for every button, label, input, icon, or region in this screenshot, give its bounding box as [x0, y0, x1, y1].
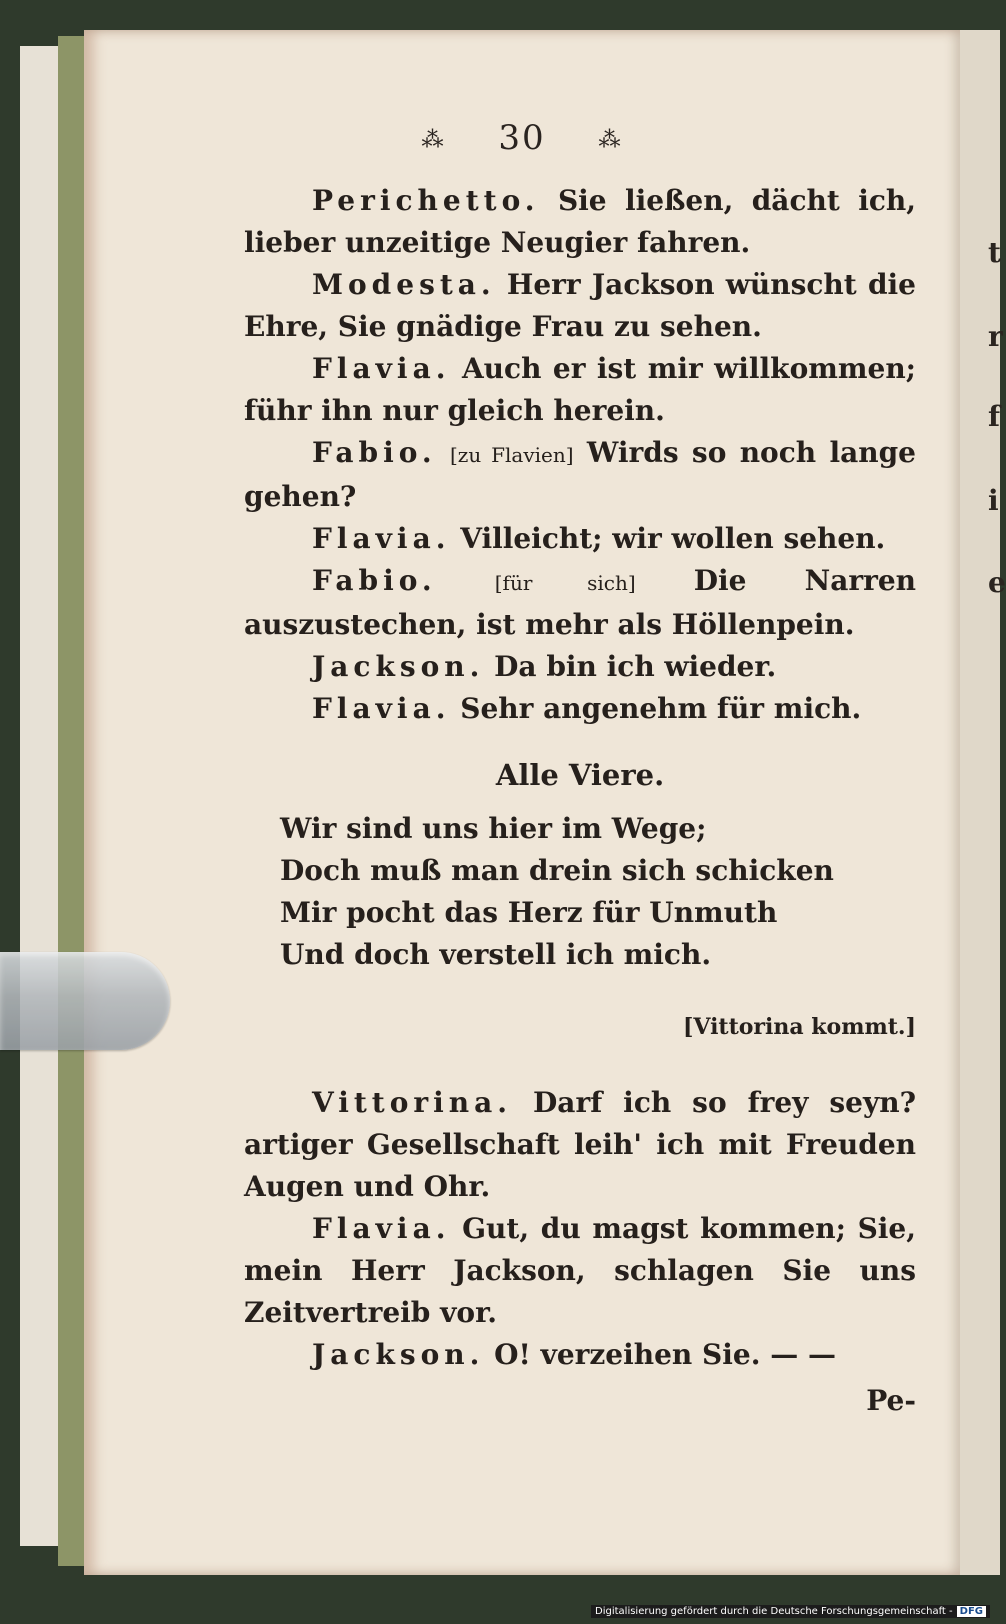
page-number: 30 — [498, 118, 546, 158]
dialogue-line — [244, 1334, 916, 1376]
speaker: Vittorina. — [312, 1086, 513, 1119]
dialogue-line — [244, 1208, 916, 1334]
speaker: Fabio. — [312, 436, 437, 469]
dialogue-line — [244, 264, 916, 348]
line-text: Sie ließen, dächt ich, lieber unzeitige Neugier fahren. — [244, 184, 916, 259]
footer-text: Digitalisierung gefördert durch die Deutsche Forschungsgemeinschaft - — [595, 1606, 953, 1617]
line-text: Herr Jackson wünscht die Ehre, Sie gnädige Frau zu sehen. — [244, 268, 916, 343]
line-text: Auch er ist mir willkommen; führ ihn nur gleich herein. — [244, 352, 917, 427]
page-clip — [0, 952, 170, 1050]
footer-credit — [591, 1605, 990, 1618]
line-text: Darf ich so frey seyn? artiger Gesellschaft leih' ich mit Freuden Augen und Ohr. — [244, 1086, 917, 1203]
edge-letter: f — [988, 400, 1001, 433]
line-text: Wirds so noch lange gehen? — [244, 436, 916, 513]
speaker: Jackson. — [312, 650, 485, 683]
dialogue-line — [244, 180, 916, 264]
edge-letter: i — [988, 484, 999, 517]
dialogue-line — [244, 688, 916, 730]
verse-line: Doch muß man drein sich schicken — [280, 854, 834, 887]
stage-note: [für sich] — [494, 571, 636, 595]
page-text — [244, 180, 916, 1422]
song-heading: Alle Viere. — [495, 758, 665, 792]
line-text: O! verzeihen Sie. — — — [494, 1338, 836, 1371]
dialogue-line — [244, 646, 916, 688]
speaker: Flavia. — [312, 522, 451, 555]
edge-letter: e — [988, 566, 1006, 599]
speaker: Fabio. — [312, 564, 437, 597]
ornament-right: ⁂ — [598, 127, 623, 153]
book-page — [84, 30, 960, 1575]
dialogue-line — [244, 432, 916, 518]
verse-line: Und doch verstell ich mich. — [280, 938, 712, 971]
verse-line: Wir sind uns hier im Wege; — [280, 812, 707, 845]
dialogue-line — [244, 348, 916, 432]
dialogue-line — [244, 560, 916, 646]
stage-direction: [Vittorina kommt.] — [682, 1014, 916, 1040]
stage-note: [zu Flavien] — [449, 443, 574, 467]
speaker: Modesta. — [312, 268, 496, 301]
song-verses — [280, 808, 916, 976]
line-text: Sehr angenehm für mich. — [460, 692, 862, 725]
dialogue-line — [244, 1082, 916, 1208]
line-text: Da bin ich wieder. — [494, 650, 777, 683]
speaker: Flavia. — [312, 692, 451, 725]
line-text: Villeicht; wir wollen sehen. — [460, 522, 886, 555]
dialogue-line — [244, 518, 916, 560]
page-header — [84, 118, 960, 158]
speaker: Flavia. — [312, 1212, 451, 1245]
speaker: Flavia. — [312, 352, 451, 385]
speaker: Perichetto. — [312, 184, 540, 217]
speaker: Jackson. — [312, 1338, 485, 1371]
line-text: Gut, du magst kommen; Sie, mein Herr Jackson, schlagen Sie uns Zeitvertreib vor. — [244, 1212, 916, 1329]
edge-letter: r — [988, 320, 1003, 353]
line-text: Die Narren auszustechen, ist mehr als Höllenpein. — [244, 564, 917, 641]
catchword: Pe- — [866, 1384, 916, 1417]
edge-letter: t — [988, 236, 1001, 269]
dfg-logo-icon: DFG — [957, 1606, 986, 1617]
verse-line: Mir pocht das Herz für Unmuth — [280, 896, 778, 929]
ornament-left: ⁂ — [421, 127, 446, 153]
